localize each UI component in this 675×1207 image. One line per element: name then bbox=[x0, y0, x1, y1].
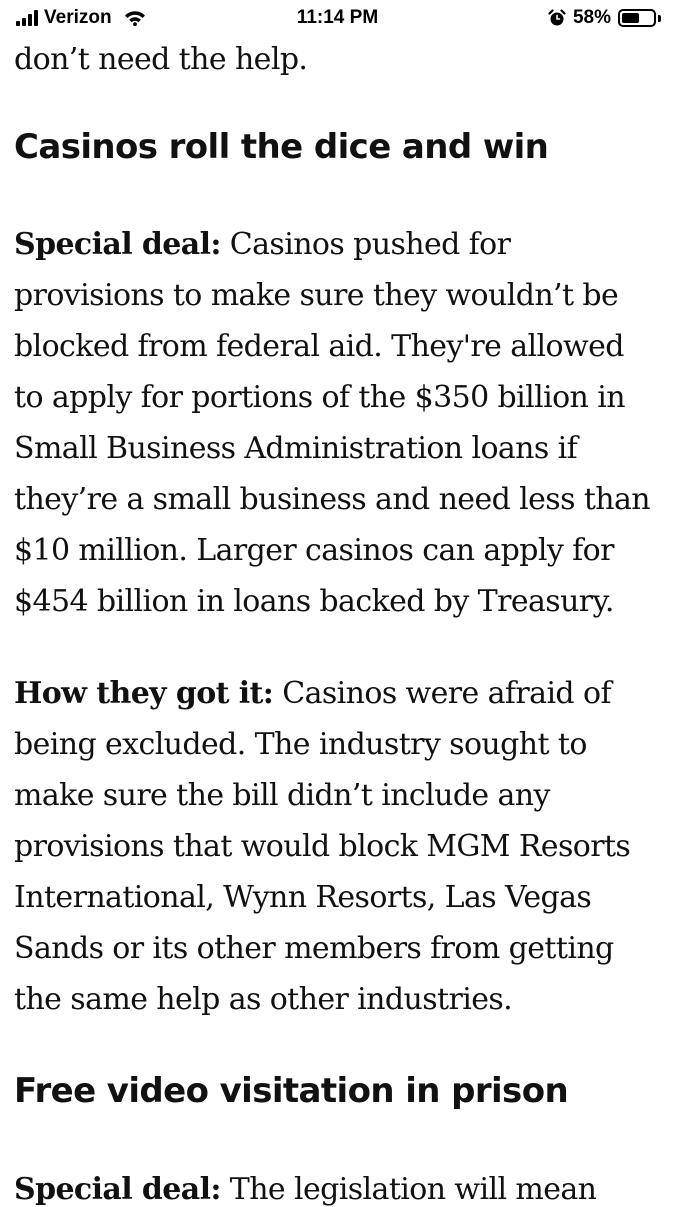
how-they-got-it-label: How they got it: bbox=[14, 676, 274, 711]
paragraph-line: Small Business Administration loans if bbox=[14, 431, 578, 466]
paragraph-line bbox=[14, 227, 510, 262]
paragraph-line: $10 million. Larger casinos can apply for bbox=[14, 533, 614, 568]
paragraph-line: to apply for portions of the $350 billion in bbox=[14, 380, 625, 415]
alarm-icon bbox=[548, 9, 566, 27]
paragraph-text: Casinos pushed for bbox=[220, 227, 511, 262]
paragraph-line: $454 billion in loans backed by Treasury. bbox=[14, 584, 614, 619]
battery-icon bbox=[618, 9, 661, 27]
section-heading: Free video visitation in prison bbox=[14, 1071, 569, 1111]
paragraph-line: they’re a small business and need less than bbox=[14, 482, 651, 517]
status-right bbox=[548, 7, 661, 29]
carrier-name: Verizon bbox=[44, 7, 112, 28]
paragraph-line: make sure the bill didn’t include any bbox=[14, 778, 550, 813]
paragraph-line bbox=[14, 676, 611, 711]
paragraph-line: the same help as other industries. bbox=[14, 982, 513, 1017]
paragraph-line: don’t need the help. bbox=[14, 42, 308, 77]
paragraph-text: Casinos were afraid of bbox=[273, 676, 611, 711]
paragraph-line: provisions to make sure they wouldn’t be bbox=[14, 278, 619, 313]
status-bar bbox=[0, 0, 675, 36]
paragraph-line: Sands or its other members from getting bbox=[14, 931, 614, 966]
battery-level-fill bbox=[622, 13, 639, 23]
paragraph-line: blocked from federal aid. They're allowed bbox=[14, 329, 624, 364]
section-heading: Casinos roll the dice and win bbox=[14, 127, 549, 167]
status-time: 11:14 PM bbox=[296, 7, 379, 28]
special-deal-label: Special deal: bbox=[14, 1172, 221, 1207]
paragraph-line: provisions that would block MGM Resorts bbox=[14, 829, 631, 864]
paragraph-line: being excluded. The industry sought to bbox=[14, 727, 587, 762]
special-deal-label: Special deal: bbox=[14, 227, 221, 262]
paragraph-line: International, Wynn Resorts, Las Vegas bbox=[14, 880, 592, 915]
battery-percent: 58% bbox=[572, 7, 611, 28]
paragraph-text: The legislation will mean bbox=[220, 1172, 597, 1207]
paragraph-line bbox=[14, 1172, 596, 1207]
